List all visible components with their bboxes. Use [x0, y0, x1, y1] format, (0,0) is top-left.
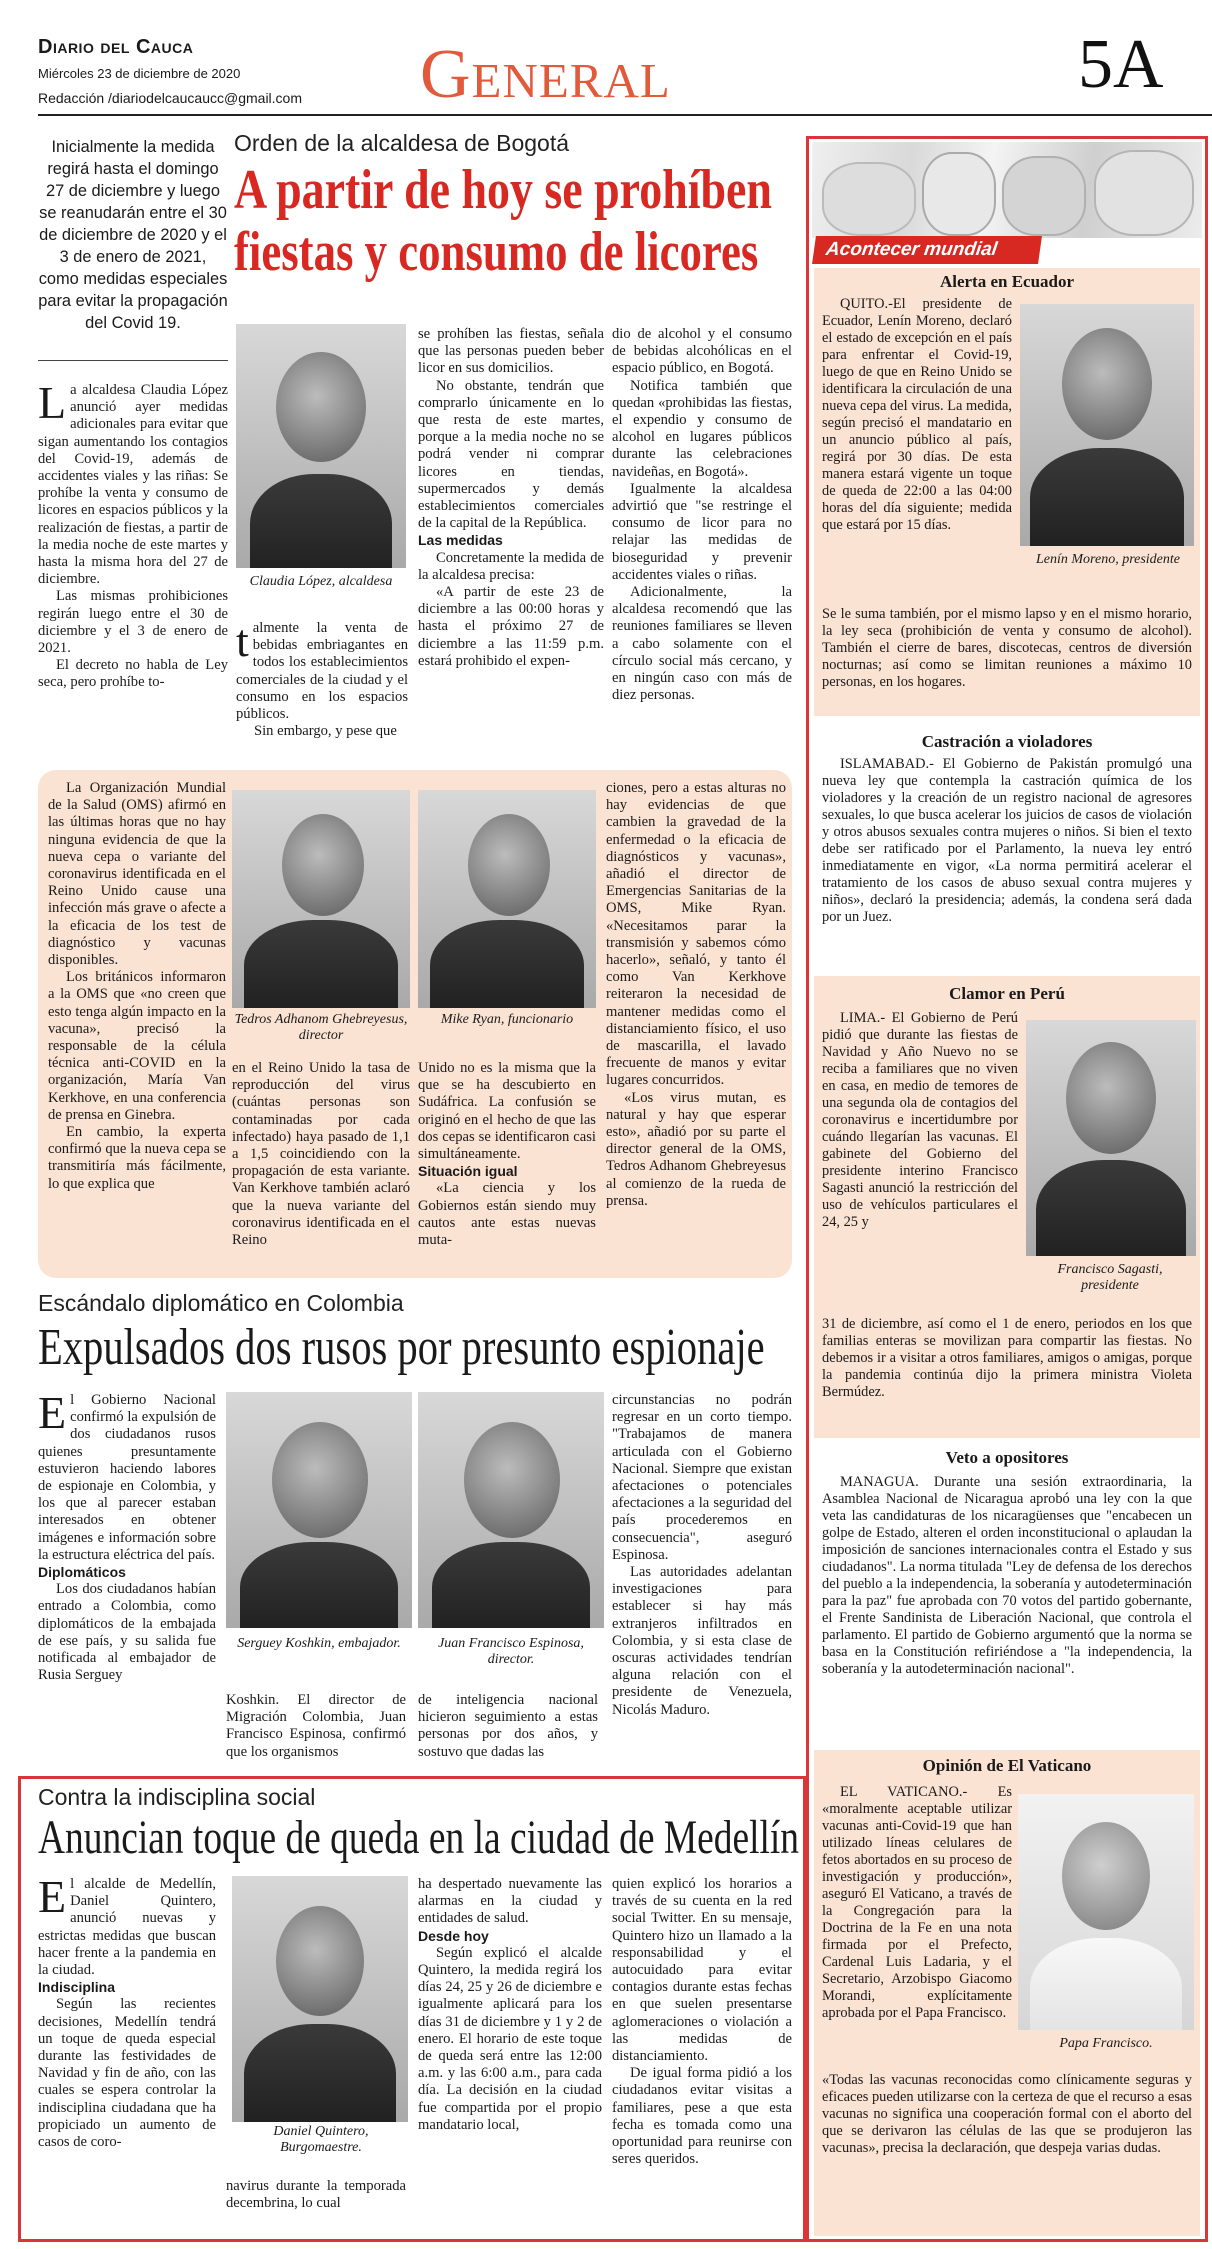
- sidebar-banner-image: [812, 142, 1202, 238]
- paragraph: Igualmente la alcaldesa advirtió que "se restringe el consumo de licor para no relajar las medidas de bioseguridad y prevenir accidentes viales o riñas.: [612, 480, 792, 583]
- mike-ryan-caption: Mike Ryan, funcionario: [440, 1012, 574, 1027]
- paragraph: Notifica también que quedan «prohibidas las fiestas, el expendio y consumo de alcohol en lugares públicos durante las celebraciones navideñas, en Bogotá».: [612, 377, 792, 480]
- paragraph: LIMA.- El Gobierno de Perú pidió que durante las fiestas de Navidad y Año Nuevo no se reciba a familiares que no viven en casa, en medio de temores de una segunda ola de contagios del coronavirus e incertidumbre por cuándo llegarían las vacunas. El gabinete del Gobierno del presidente interino Francisco Sagasti anunció la restricción del uso de vehículos particulares el 24, 25 y: [822, 1010, 1018, 1230]
- paragraph: La Organización Mundial de la Salud (OMS) afirmó en las últimas horas que no hay ninguna evidencia de que la nueva cepa o variante del coronavirus identificada en el Reino Unido cause una infección más grave o afecte a la eficacia de los test de diagnóstico y vacunas disponibles.: [48, 780, 226, 969]
- sidebar-banner-label: Acontecer mundial: [812, 236, 1042, 264]
- paragraph: Según explicó el alcalde Quintero, la medida regirá los días 24, 25 y 26 de diciembre e igualmente aplicará para los días 31 de diciembre y 1 y 2 de enero. El horario de este toque de queda será entre las 12:00 a.m. y las 6:00 a.m., para cada día. La decisión en la ciudad fue compartida por el propio mandatario local,: [418, 1944, 602, 2133]
- peru-title: Clamor en Perú: [949, 984, 1065, 1003]
- paragraph: En cambio, la experta confirmó que la nueva cepa se transmitiría más fácilmente, lo que explica que: [48, 1124, 226, 1192]
- serguey-koshkin-photo: [226, 1392, 412, 1628]
- paragraph: se prohíben las fiestas, señala que las personas pueden beber licor en sus domicilios.: [418, 326, 604, 377]
- paragraph: Los británicos informaron a la OMS que «no creen que esto tenga algún impacto en la vacuna», precisó la responsable de la célula técnica anti-COVID en la organización, María Van Kerkhove, en una conferencia de prensa en Ginebra.: [48, 969, 226, 1123]
- ecuador-text-bottom: [822, 606, 1192, 691]
- paragraph: Los dos ciudadanos habían entrado a Colombia, como diplomáticos de la embajada de ese país, y su salida fue notificada al embajador de Rusia Serguey: [38, 1581, 216, 1684]
- daniel-quintero-photo: [232, 1876, 408, 2122]
- oms-col-2: [232, 1060, 410, 1249]
- paragraph: «La ciencia y los Gobiernos están siendo muy cautos ante estas nuevas muta-: [418, 1180, 596, 1249]
- paragraph: de inteligencia nacional hicieron seguimiento a estas personas por dos años, y sostuvo que dadas las: [418, 1692, 598, 1760]
- peru-text-bottom: [822, 1316, 1192, 1401]
- tedros-photo: [232, 790, 410, 1008]
- juan-espinosa-photo: [418, 1392, 604, 1628]
- newspaper-roll-decoration: [1094, 150, 1194, 236]
- paragraph: El alcalde de Medellín, Daniel Quintero, anunció nuevas y estrictas medidas que buscan hacer frente a la pandemia en la ciudad.: [38, 1871, 216, 1979]
- medellin-col-2: [226, 2178, 406, 2212]
- paragraph: El Gobierno Nacional confirmó la expulsión de dos ciudadanos rusos quienes presuntamente estuvieron haciendo labores de espionaje en Colombia, y los que al parecer estaban interesados en obtener imágenes e información sobre la estructura eléctrica del país.: [38, 1387, 216, 1563]
- subhead-las-medidas: Las medidas: [418, 532, 503, 549]
- paragraph: No obstante, tendrán que comprarlo únicamente en lo que resta de este martes, porque a la media noche no se podrá vender ni comprar licores en tiendas, supermercados y demás establecimientos comerciales de la capital de la República.: [418, 377, 604, 532]
- paragraph: circunstancias no podrán regresar en un corto tiempo. "Trabajamos de manera articulada con el Gobierno Nacional. Siempre que existan afectaciones o potenciales afectaciones a la seguridad del país procederemos en consecuencia", aseguró Espinosa.: [612, 1392, 792, 1563]
- bogota-kicker: Orden de la alcaldesa de Bogotá: [234, 130, 570, 156]
- colombia-headline: Expulsados dos rusos por presunto espionaje: [38, 1319, 765, 1376]
- colombia-col-4: [612, 1392, 792, 1719]
- header-rule: [38, 114, 1212, 116]
- medellin-col-4: [612, 1876, 792, 2168]
- bogota-headline-line2: fiestas y consumo de licores: [234, 221, 759, 283]
- paragraph: EL VATICANO.- Es «moralmente aceptable utilizar vacunas anti-Covid-19 que han utilizado líneas celulares de fetos abortados en su proceso de investigación y producción», aseguró El Vaticano, a través de la Congregación para la Doctrina de la Fe en una nota firmada por el Prefecto, Cardenal Luis Ladaria, y el Secretario, Arzobispo Giacomo Morandi, explícitamente aprobada por el Papa Francisco.: [822, 1784, 1012, 2021]
- bogota-col-2: [236, 615, 408, 740]
- paragraph: MANAGUA. Durante una sesión extraordinaria, la Asamblea Nacional de Nicaragua aprobó una ley con la que veta las candidaturas de los nicaragüenses que "encabecen un golpe de Estado, alteren el orden inconstitucional o aplaudan la imposición de sanciones internacionales contra el Estado y sus ciudadanos". La norma titulada "Ley de defensa de los derechos del pueblo a la independencia, la soberanía y autodeterminación para la paz" fue aprobada con 70 votos del partido gobernante, el Frente Sandinista de Liberación Nacional, que controla el parlamento. El partido de Gobierno argumentó que la norma se basa en la Constitución refiriéndose a "la independencia, la soberanía y la autodeterminación nacional".: [822, 1474, 1192, 1677]
- mike-ryan-photo: [418, 790, 596, 1008]
- paragraph: Según las recientes decisiones, Medellín tendrá un toque de queda especial durante las festividades de Navidad y fin de año, con las cuales se espera controlar la indisciplina ciudadana que ha propiciado un aumento de casos de coro-: [38, 1996, 216, 2151]
- paragraph: «Todas las vacunas reconocidas como clínicamente seguras y eficaces pueden utilizarse con la certeza de que el recurso a esas vacunas no significa una cooperación formal con el aborto del que se derivaron las células de las que se produjeron las vacunas», precisa la declaración, que despeja varias dudas.: [822, 2072, 1192, 2156]
- colombia-col-1: [38, 1387, 216, 1684]
- paragraph: navirus durante la temporada decembrina, lo cual: [226, 2178, 406, 2212]
- colombia-col-3: [418, 1692, 598, 1761]
- newspaper-roll-decoration: [1002, 156, 1086, 236]
- paragraph: Las mismas prohibiciones regirán luego entre el 30 de diciembre y el 3 de enero de 2021.: [38, 588, 228, 657]
- paragraph: 31 de diciembre, así como el 1 de enero, periodos en los que familias enteras se movilizan para compartir las fiestas. No debemos ir a visitar a otros familiares, amigos o amigas, porque la pandemia continúa dijo la primera ministra Violeta Bermúdez.: [822, 1316, 1192, 1400]
- ecuador-title: Alerta en Ecuador: [939, 272, 1075, 291]
- page-number: 5A: [1078, 26, 1164, 103]
- oms-col-1: [48, 780, 226, 1193]
- subhead-desde-hoy: Desde hoy: [418, 1927, 489, 1944]
- oms-col-4: [606, 780, 786, 1210]
- vaticano-text-top: [822, 1784, 1012, 2022]
- paragraph: Koshkin. El director de Migración Colombia, Juan Francisco Espinosa, confirmó que los organismos: [226, 1692, 406, 1760]
- paper-name: Diario del Cauca: [38, 36, 194, 58]
- bogota-col-1: [38, 377, 228, 692]
- medellin-headline: Anuncian toque de queda en la ciudad de Medellín: [38, 1811, 800, 1864]
- quintero-caption: Daniel Quintero, Burgomaestre.: [273, 2124, 369, 2155]
- sagasti-caption: Francisco Sagasti, presidente: [1057, 1262, 1163, 1293]
- paragraph: Concretamente la medida de la alcaldesa precisa:: [418, 549, 604, 583]
- issue-date: Miércoles 23 de diciembre de 2020: [38, 66, 241, 81]
- subhead-diplomaticos: Diplomáticos: [38, 1564, 126, 1581]
- tedros-caption: Tedros Adhanom Ghebreyesus, director: [234, 1012, 408, 1043]
- lenin-moreno-photo: [1020, 304, 1194, 546]
- paragraph: Las autoridades adelantan investigaciones para establecer si hay más extranjeros infiltrados en Colombia, y si esta clase de oscuras actividades tendrían alguna relación con el presidente de Venezuela, Nicolás Maduro.: [612, 1564, 792, 1718]
- bogota-headline-line1: A partir de hoy se prohíben: [234, 159, 772, 221]
- paragraph: talmente la venta de bebidas embriagantes en todos los establecimientos comerciales de la ciudad y el consumo en los espacios públicos.: [236, 615, 408, 723]
- nicaragua-title: Veto a opositores: [945, 1448, 1069, 1467]
- intro-divider: [38, 360, 228, 361]
- pakistan-title: Castración a violadores: [921, 732, 1093, 751]
- paragraph: La alcaldesa Claudia López anunció ayer medidas adicionales para evitar que sigan aumentando los contagios del Covid-19, además de accidentes viales y las riñas: Se prohíbe la venta y consumo de licores en espacios públicos y la realización de fiestas, a partir de la media noche de este martes y hasta la misma hora del 27 de diciembre.: [38, 377, 228, 588]
- paragraph: El decreto no habla de Ley seca, pero prohíbe to-: [38, 657, 228, 691]
- papa-francisco-photo: [1018, 1794, 1194, 2030]
- subhead-indisciplina: Indisciplina: [38, 1979, 116, 1996]
- lenin-moreno-caption: Lenín Moreno, presidente: [1036, 552, 1180, 567]
- paragraph: quien explicó los horarios a través de su cuenta en la red social Twitter. En su mensaje, Quintero hizo un llamado a la responsabilidad y el autocuidado para evitar contagios durante estas fechas en que suelen presentarse aglomeraciones o violación a las medidas de distanciamiento.: [612, 1876, 792, 2065]
- newspaper-roll-decoration: [822, 162, 916, 236]
- paragraph: Sin embargo, y pese que: [254, 723, 397, 740]
- espinosa-caption: Juan Francisco Espinosa, director.: [438, 1636, 584, 1667]
- papa-francisco-caption: Papa Francisco.: [1059, 2036, 1153, 2051]
- paragraph: dio de alcohol y el consumo de bebidas alcohólicas en el espacio público, en Bogotá.: [612, 326, 792, 377]
- ecuador-text-top: [822, 296, 1012, 534]
- claudia-lopez-photo: [236, 324, 406, 568]
- paragraph: Adicionalmente, la alcaldesa recomendó que las reuniones familiares se lleven a cabo solamente con el círculo social más cercano, y en ningún caso con más de diez personas.: [612, 584, 792, 704]
- medellin-col-3: [418, 1876, 602, 2134]
- paragraph: «Los virus mutan, es natural y hay que esperar esto», añadió por su parte el director general de la OMS, Tedros Adhanom Ghebreyesus al comienzo de la rueda de prensa.: [606, 1089, 786, 1209]
- paragraph: Se le suma también, por el mismo lapso y en el mismo horario, la ley seca (prohibición de venta y consumo de alcohol). También el cierre de bares, discotecas, centros de diversión nocturnas; así como se limitan reuniones a máximo 10 personas, en los hogares.: [822, 606, 1192, 690]
- oms-col-3: [418, 1060, 596, 1249]
- paragraph: QUITO.-El presidente de Ecuador, Lenín Moreno, declaró el estado de excepción en el país para enfrentar el Covid-19, luego de que en Reino Unido se identificara la circulación de una nueva cepa del virus. La medida, según precisó el mandatario en un anuncio público al país, regirá por 30 días. De esta manera estará vigente un toque de queda de 22:00 a las 04:00 horas del día siguiente; medida que estará por 15 días.: [822, 296, 1012, 533]
- paragraph: en el Reino Unido la tasa de reproducción del virus (cuántas personas son contaminadas por cada infectado) haya pasado de 1,1 a 1,5 coincidiendo con la propagación de esta variante. Van Kerkhove también aclaró que la nueva variante del coronavirus identificada en el Reino: [232, 1060, 410, 1249]
- koshkin-caption: Serguey Koshkin, embajador.: [237, 1636, 401, 1651]
- paragraph: ha despertado nuevamente las alarmas en la ciudad y entidades de salud.: [418, 1876, 602, 1927]
- peru-text-top: [822, 1010, 1018, 1231]
- paragraph: Unido no es la misma que la que se ha descubierto en Sudáfrica. La confusión se originó en el hecho de que las dos cepas se identificaron casi simultáneamente.: [418, 1060, 596, 1163]
- bogota-col-3: [418, 326, 604, 670]
- nicaragua-text: [822, 1474, 1192, 1678]
- pakistan-text: [822, 756, 1192, 926]
- colombia-col-2: [226, 1692, 406, 1761]
- contact-line: Redacción /diariodelcaucaucc@gmail.com: [38, 90, 303, 106]
- paragraph: ISLAMABAD.- El Gobierno de Pakistán promulgó una nueva ley que contempla la castración química de los violadores y la creación de un registro nacional de agresores sexuales, lo que busca acelerar los juicios de casos de violación y otros abusos sexuales contra mujeres o niños. Si bien el texto debe ser ratificado por el Parlamento, la nueva ley entró inmediatamente en vigor, «La norma permitirá acelerar el tratamiento de los casos de abuso sexual contra mujeres y niños», declaró la presidencia; además, la condena será dada por un Juez.: [822, 756, 1192, 925]
- paragraph: De igual forma pidió a los ciudadanos evitar visitas a familiares, pese a que esta fecha es tomada como una oportunidad para reunirse con seres queridos.: [612, 2065, 792, 2168]
- masthead: [0, 0, 1212, 125]
- vaticano-text-bottom: [822, 2072, 1192, 2157]
- francisco-sagasti-photo: [1026, 1020, 1196, 1256]
- medellin-kicker: Contra la indisciplina social: [38, 1784, 316, 1810]
- bogota-intro: Inicialmente la medida regirá hasta el domingo 27 de diciembre y luego se reanudarán entre el 30 de diciembre de 2020 y el 3 de enero de 2021, como medidas especiales para evitar la propagación del Covid 19.: [38, 138, 228, 332]
- subhead-situacion-igual: Situación igual: [418, 1163, 518, 1180]
- claudia-lopez-caption: Claudia López, alcaldesa: [249, 574, 393, 589]
- bogota-col-4: [612, 326, 792, 704]
- medellin-col-1: [38, 1871, 216, 2151]
- colombia-kicker: Escándalo diplomático en Colombia: [38, 1290, 404, 1316]
- section-title: General: [420, 36, 671, 113]
- paragraph: ciones, pero a estas alturas no hay evidencias de que cambien la gravedad de la enfermedad o la eficacia de diagnósticos y vacunas», añadió el director de Emergencias Sanitarias de la OMS, Mike Ryan. «Necesitamos parar la transmisión y sabemos cómo hacerlo», señaló, y tanto él como Van Kerkhove reiteraron la necesidad de mantener medidas como el distanciamiento físico, el uso de mascarilla, el lavado frecuente de manos y evitar lugares concurridos.: [606, 780, 786, 1089]
- newspaper-roll-decoration: [922, 152, 996, 236]
- vaticano-title: Opinión de El Vaticano: [922, 1756, 1092, 1775]
- paragraph: «A partir de este 23 de diciembre a las 00:00 horas y hasta el próximo 27 de diciembre a las 11:59 p.m. estará prohibido el expen-: [418, 584, 604, 669]
